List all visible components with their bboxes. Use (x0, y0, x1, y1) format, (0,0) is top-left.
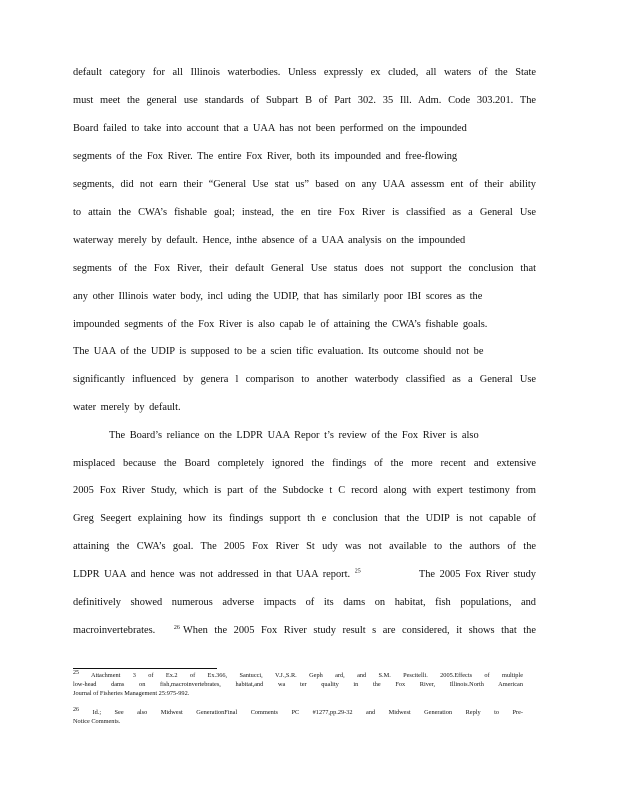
footnote-separator (73, 668, 217, 669)
body-line (73, 568, 361, 582)
body-line: definitively showed numerous adverse impacts of its dams on habitat, fish populations, and (73, 597, 536, 608)
body-line: waterway merely by default. Hence, inthe absence of a UAA analysis on the impounded (73, 235, 466, 246)
footnote-ref-26[interactable]: 26 (173, 624, 180, 631)
body-line: 2005 Fox River Study, which is part of the Subdocke t C record along with expert testimony from (73, 485, 536, 496)
body-line: attaining the CWA’s goal. The 2005 Fox River St udy was not available to the authors of the (73, 541, 536, 552)
body-line: segments of the Fox River. The entire Fox River, both its impounded and free-flowing (73, 151, 458, 162)
footnote-25 (73, 669, 523, 680)
body-line: any other Illinois water body, incl uding the UDIP, that has similarly poor IBI scores as the (73, 291, 483, 302)
body-line: to attain the CWA’s fishable goal; instead, the en tire Fox River is classified as a General Use (73, 207, 536, 218)
footnote-text: Id.; See also Midwest GenerationFinal Comments PC #1277,pp.29-32 and Midwest Generation Reply to Pre- (92, 709, 523, 716)
body-line: When the 2005 Fox River study result s are considered, it shows that the (183, 625, 536, 636)
body-line: segments, did not earn their “General Use stat us” based on any UAA assessm ent of their ability (73, 179, 536, 190)
body-line: must meet the general use standards of Subpart B of Part 302. 35 Ill. Adm. Code 303.201. The (73, 95, 536, 106)
footnote-number: 25 (73, 669, 79, 676)
body-line: The Board’s reliance on the LDPR UAA Repor t’s review of the Fox River is also (109, 430, 479, 441)
body-line: default category for all Illinois waterbodies. Unless expressly ex cluded, all waters of the State (73, 67, 536, 78)
body-line: The UAA of the UDIP is supposed to be a scien tific evaluation. Its outcome should not be (73, 346, 484, 357)
body-line: The 2005 Fox River study (418, 569, 536, 580)
body-line: impounded segments of the Fox River is also capab le of attaining the CWA’s fishable goals. (73, 319, 488, 330)
body-line: misplaced because the Board completely ignored the findings of the more recent and extensive (73, 458, 536, 469)
footnote-line: low-head dams on fish,macroinvertebrates, habitat,and wa ter quality in the Fox River, Illinois.North American (73, 681, 523, 688)
footnote-26 (73, 706, 523, 717)
body-line: significantly influenced by genera l comparison to another waterbody classified as a General Use (73, 374, 536, 385)
footnote-text: Attachment 3 of Ex.2 of Ex.366, Santucci, V.J.,S.R. Geph ard, and S.M. Pescitelli. 2005.Effects of multiple (91, 672, 523, 679)
footnote-line: Journal of Fisheries Management 25:975-992. (73, 690, 190, 697)
body-line (73, 624, 180, 638)
body-text: LDPR UAA and hence was not addressed in that UAA report. (73, 569, 351, 580)
footnote-line: Notice Comments. (73, 718, 121, 725)
body-line: Greg Seegert explaining how its findings support th e conclusion that the UDIP is not capable of (73, 513, 536, 524)
footnote-ref-25[interactable]: 25 (354, 568, 361, 575)
footnote-number: 26 (73, 706, 79, 713)
body-line: Board failed to take into account that a UAA has not been performed on the impounded (73, 123, 467, 134)
body-text: macroinvertebrates. (73, 625, 156, 636)
body-line: segments of the Fox River, their default General Use status does not support the conclusion that (73, 263, 536, 274)
body-line: water merely by default. (73, 402, 181, 413)
